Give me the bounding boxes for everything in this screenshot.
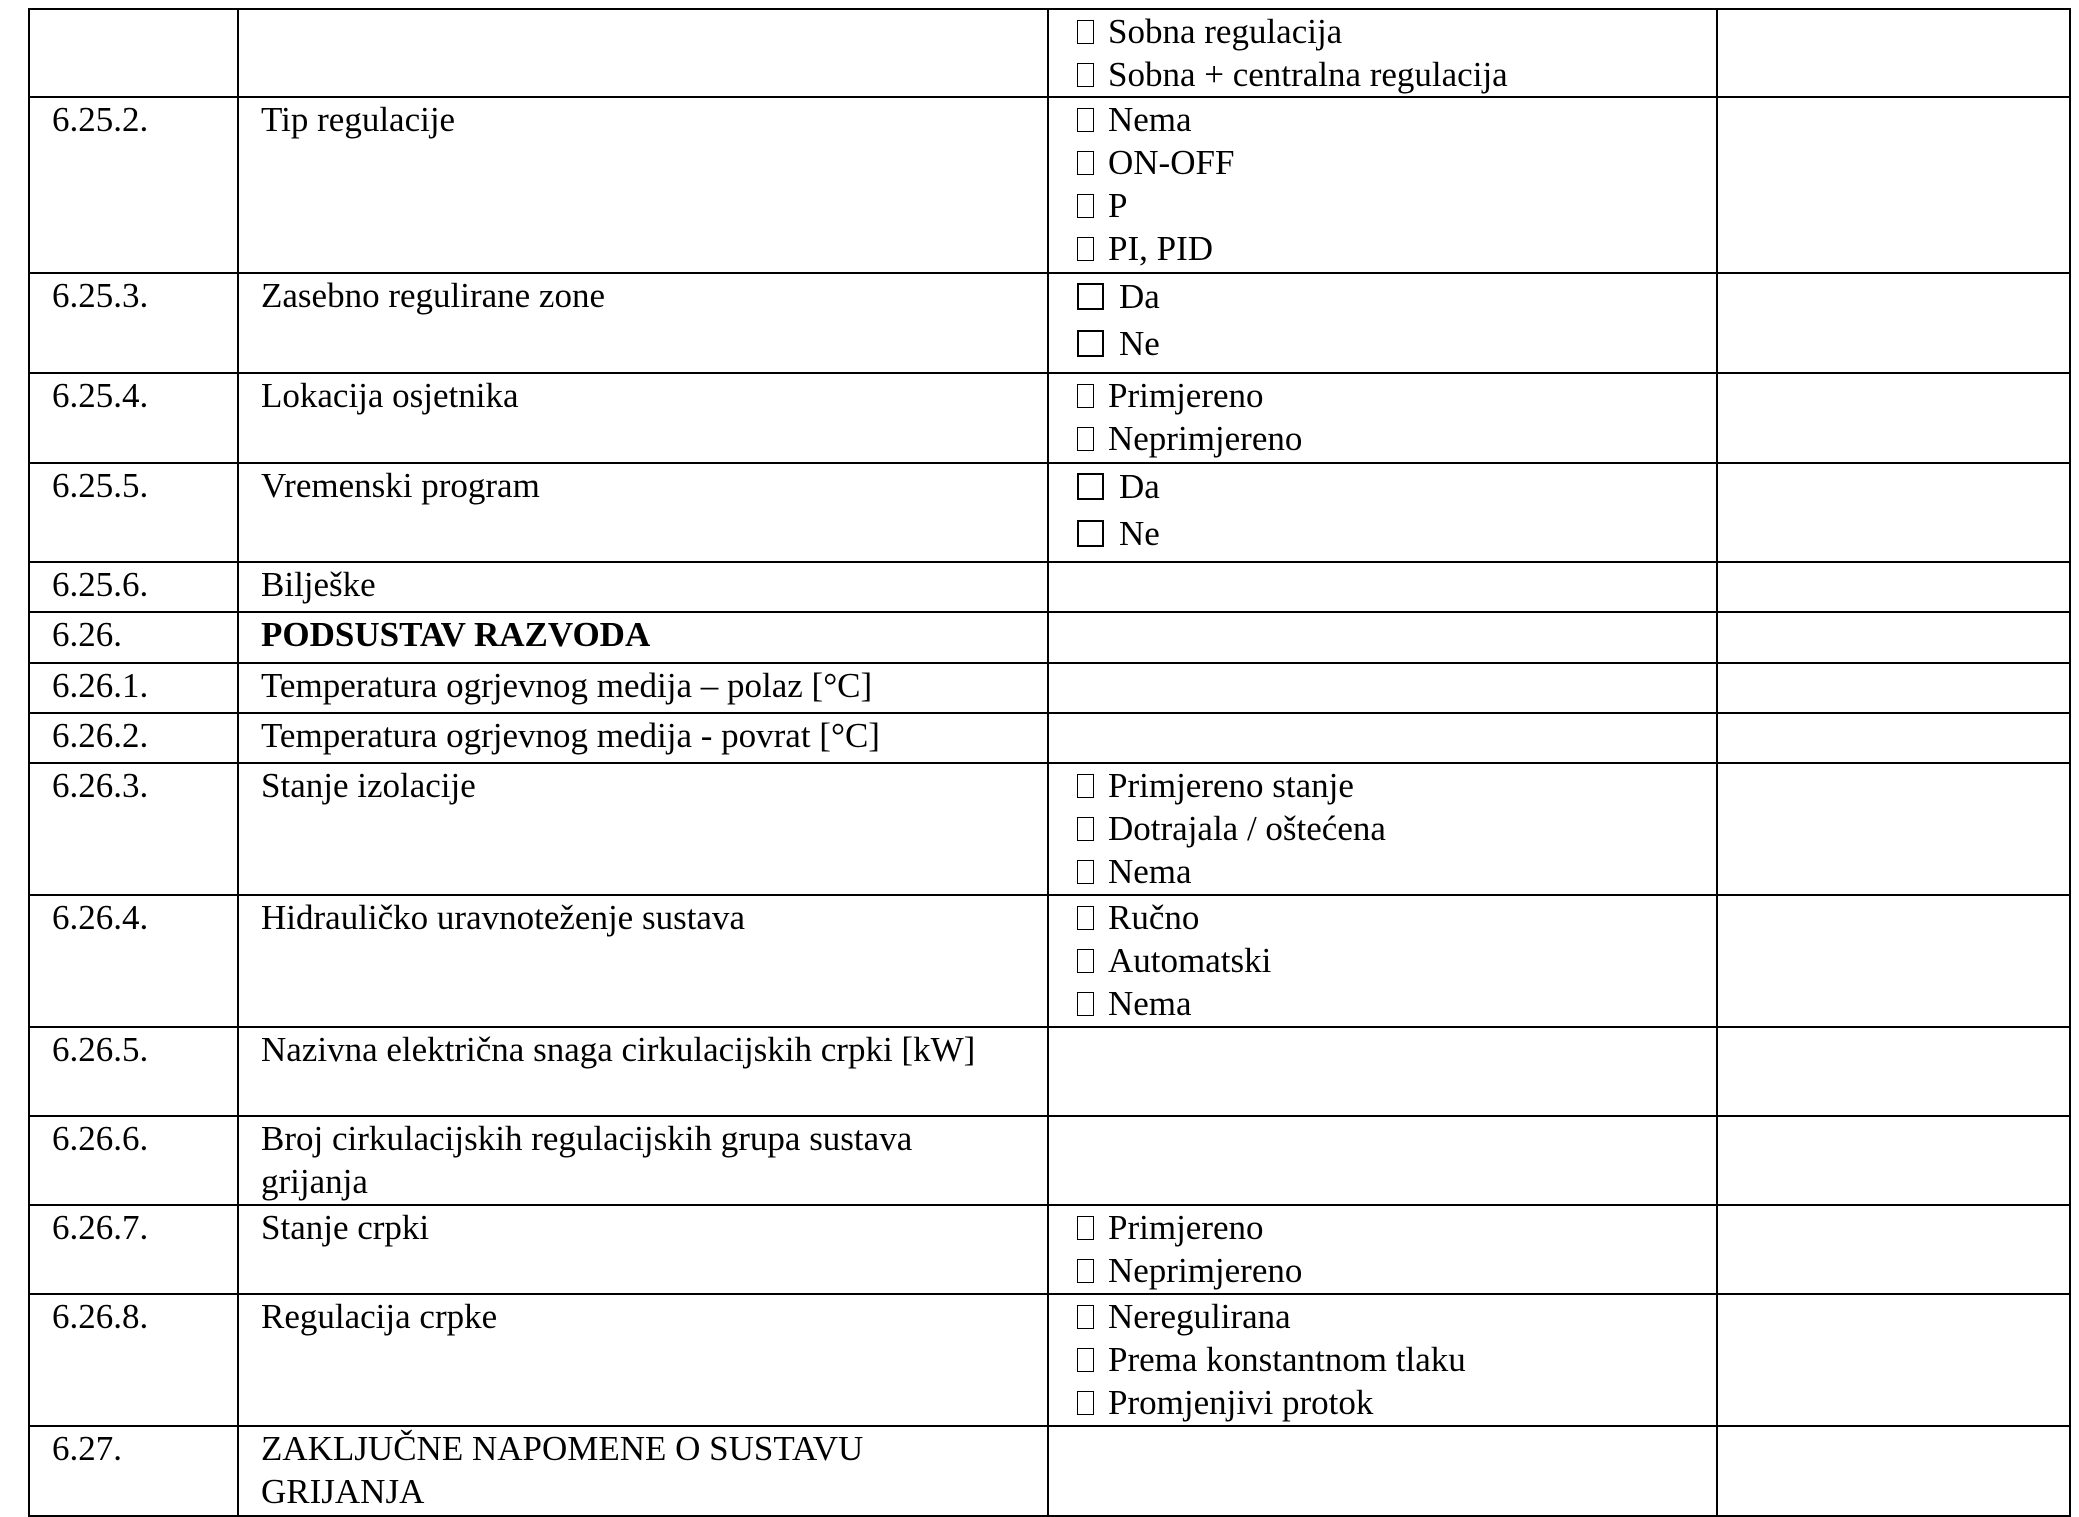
item-number: 6.26.4. (29, 895, 238, 1027)
item-label-text: Tip regulacije (261, 100, 456, 139)
notes-cell[interactable] (1717, 895, 2070, 1027)
option-label: Neprimjereno (1108, 419, 1303, 458)
checkbox[interactable] (1077, 427, 1094, 451)
option-label: Primjereno stanje (1108, 766, 1354, 805)
item-label-text: Temperatura ogrjevnog medija - povrat [°C] (261, 716, 880, 755)
option-label: Promjenjivi protok (1108, 1383, 1374, 1422)
item-label-text: Hidrauličko uravnoteženje sustava (261, 898, 745, 937)
item-label (238, 1294, 1048, 1426)
item-label (238, 713, 1048, 763)
option-line (1077, 319, 1716, 368)
item-label-text: Nazivna električna snaga cirkulacijskih crpki [kW] (261, 1030, 976, 1069)
heating-system-form-table (28, 8, 2071, 1517)
option-label: Neregulirana (1108, 1297, 1291, 1336)
checkbox[interactable] (1077, 906, 1094, 930)
item-label-text: Vremenski program (261, 466, 540, 505)
item-label (238, 97, 1048, 273)
table-row (29, 373, 2070, 463)
item-options (1048, 9, 1717, 97)
item-label-text: Broj cirkulacijskih regulacijskih grupa sustava grijanja (261, 1119, 913, 1201)
option-line (1077, 10, 1716, 53)
notes-cell[interactable] (1717, 1294, 2070, 1426)
checkbox[interactable] (1077, 992, 1094, 1016)
item-number: 6.26.3. (29, 763, 238, 895)
checkbox[interactable] (1077, 237, 1094, 261)
table-row (29, 273, 2070, 373)
item-label (238, 895, 1048, 1027)
option-label: Dotrajala / oštećena (1108, 809, 1386, 848)
item-options (1048, 1294, 1717, 1426)
option-line (1077, 939, 1716, 982)
item-label (238, 9, 1048, 97)
item-number: 6.26.2. (29, 713, 238, 763)
table-row (29, 1116, 2070, 1205)
item-label-text: Bilješke (261, 565, 376, 604)
item-options (1048, 713, 1717, 763)
option-label: PI, PID (1108, 229, 1214, 268)
item-label (238, 763, 1048, 895)
item-number: 6.25.3. (29, 273, 238, 373)
item-number: 6.26.8. (29, 1294, 238, 1426)
item-number: 6.25.6. (29, 562, 238, 612)
checkbox[interactable] (1077, 63, 1094, 87)
item-label-text: PODSUSTAV RAZVODA (261, 615, 651, 654)
item-options (1048, 562, 1717, 612)
item-number: 6.26.6. (29, 1116, 238, 1205)
table-row (29, 763, 2070, 895)
item-options (1048, 1116, 1717, 1205)
notes-cell[interactable] (1717, 373, 2070, 463)
item-options (1048, 763, 1717, 895)
notes-cell[interactable] (1717, 663, 2070, 713)
option-line (1077, 53, 1716, 96)
option-label: Nema (1108, 984, 1192, 1023)
table-row (29, 895, 2070, 1027)
option-line (1077, 274, 1716, 319)
table-row (29, 713, 2070, 763)
item-number: 6.26. (29, 612, 238, 663)
table-row (29, 663, 2070, 713)
item-label-text: Regulacija crpke (261, 1297, 498, 1336)
option-label: Nema (1108, 100, 1192, 139)
item-number: 6.27. (29, 1426, 238, 1516)
item-label (238, 373, 1048, 463)
option-label: Sobna + centralna regulacija (1108, 55, 1508, 94)
item-label-text: Stanje crpki (261, 1208, 430, 1247)
checkbox[interactable] (1077, 330, 1104, 357)
item-label-text: Lokacija osjetnika (261, 376, 519, 415)
checkbox[interactable] (1077, 1391, 1094, 1415)
item-number: 6.25.4. (29, 373, 238, 463)
notes-cell[interactable] (1717, 763, 2070, 895)
option-line (1077, 1206, 1716, 1249)
checkbox[interactable] (1077, 520, 1104, 547)
item-label-text: Zasebno regulirane zone (261, 276, 606, 315)
notes-cell[interactable] (1717, 612, 2070, 663)
option-line (1077, 764, 1716, 807)
item-label-text: Temperatura ogrjevnog medija – polaz [°C] (261, 666, 873, 705)
option-label: Ručno (1108, 898, 1200, 937)
item-options (1048, 373, 1717, 463)
item-options (1048, 612, 1717, 663)
option-line (1077, 509, 1716, 558)
notes-cell[interactable] (1717, 1205, 2070, 1294)
item-label (238, 612, 1048, 663)
notes-cell[interactable] (1717, 97, 2070, 273)
table-row (29, 9, 2070, 97)
option-label: Ne (1119, 514, 1160, 553)
notes-cell[interactable] (1717, 9, 2070, 97)
item-number: 6.25.2. (29, 97, 238, 273)
item-number: 6.26.7. (29, 1205, 238, 1294)
option-line (1077, 1295, 1716, 1338)
checkbox[interactable] (1077, 194, 1094, 218)
table-row (29, 562, 2070, 612)
option-line (1077, 98, 1716, 141)
option-line (1077, 982, 1716, 1025)
option-label: Prema konstantnom tlaku (1108, 1340, 1466, 1379)
option-label: Primjereno (1108, 376, 1264, 415)
item-number: 6.26.5. (29, 1027, 238, 1116)
notes-cell[interactable] (1717, 273, 2070, 373)
item-options (1048, 273, 1717, 373)
notes-cell[interactable] (1717, 1426, 2070, 1516)
item-label (238, 273, 1048, 373)
option-line (1077, 1249, 1716, 1292)
table-row (29, 1426, 2070, 1516)
table-row (29, 1027, 2070, 1116)
item-label-text: ZAKLJUČNE NAPOMENE O SUSTAVU GRIJANJA (261, 1429, 864, 1511)
option-label: Nema (1108, 852, 1192, 891)
table-row (29, 612, 2070, 663)
option-label: Da (1119, 467, 1160, 506)
checkbox[interactable] (1077, 949, 1094, 973)
item-options (1048, 1205, 1717, 1294)
option-label: P (1108, 186, 1128, 225)
option-line (1077, 374, 1716, 417)
item-label (238, 1205, 1048, 1294)
checkbox[interactable] (1077, 384, 1094, 408)
checkbox[interactable] (1077, 817, 1094, 841)
option-label: Da (1119, 277, 1160, 316)
option-line (1077, 850, 1716, 893)
option-label: Ne (1119, 324, 1160, 363)
table-row (29, 1294, 2070, 1426)
item-label (238, 562, 1048, 612)
option-label: Automatski (1108, 941, 1272, 980)
checkbox[interactable] (1077, 20, 1094, 44)
option-label: Primjereno (1108, 1208, 1264, 1247)
checkbox[interactable] (1077, 1216, 1094, 1240)
option-label: Sobna regulacija (1108, 12, 1343, 51)
notes-cell[interactable] (1717, 463, 2070, 562)
option-line (1077, 464, 1716, 509)
checkbox[interactable] (1077, 1305, 1094, 1329)
notes-cell[interactable] (1717, 713, 2070, 763)
item-options (1048, 895, 1717, 1027)
option-line (1077, 417, 1716, 460)
item-options (1048, 1027, 1717, 1116)
option-label: ON-OFF (1108, 143, 1235, 182)
checkbox[interactable] (1077, 860, 1094, 884)
checkbox[interactable] (1077, 1259, 1094, 1283)
checkbox[interactable] (1077, 473, 1104, 500)
item-label (238, 663, 1048, 713)
item-number: 6.26.1. (29, 663, 238, 713)
item-label (238, 1116, 1048, 1205)
item-options (1048, 463, 1717, 562)
notes-cell[interactable] (1717, 1116, 2070, 1205)
notes-cell[interactable] (1717, 562, 2070, 612)
checkbox[interactable] (1077, 774, 1094, 798)
item-label (238, 463, 1048, 562)
item-options (1048, 663, 1717, 713)
item-options (1048, 1426, 1717, 1516)
item-label (238, 1027, 1048, 1116)
table-row (29, 1205, 2070, 1294)
item-label-text: Stanje izolacije (261, 766, 476, 805)
table-row (29, 463, 2070, 562)
item-options (1048, 97, 1717, 273)
option-line (1077, 1381, 1716, 1424)
option-line (1077, 807, 1716, 850)
option-label: Neprimjereno (1108, 1251, 1303, 1290)
checkbox[interactable] (1077, 108, 1094, 132)
item-label (238, 1426, 1048, 1516)
option-line (1077, 141, 1716, 184)
option-line (1077, 227, 1716, 270)
option-line (1077, 184, 1716, 227)
checkbox[interactable] (1077, 151, 1094, 175)
option-line (1077, 1338, 1716, 1381)
checkbox[interactable] (1077, 283, 1104, 310)
form-table-body (29, 9, 2070, 1516)
item-number (29, 9, 238, 97)
option-line (1077, 896, 1716, 939)
table-row (29, 97, 2070, 273)
notes-cell[interactable] (1717, 1027, 2070, 1116)
item-number: 6.25.5. (29, 463, 238, 562)
checkbox[interactable] (1077, 1348, 1094, 1372)
